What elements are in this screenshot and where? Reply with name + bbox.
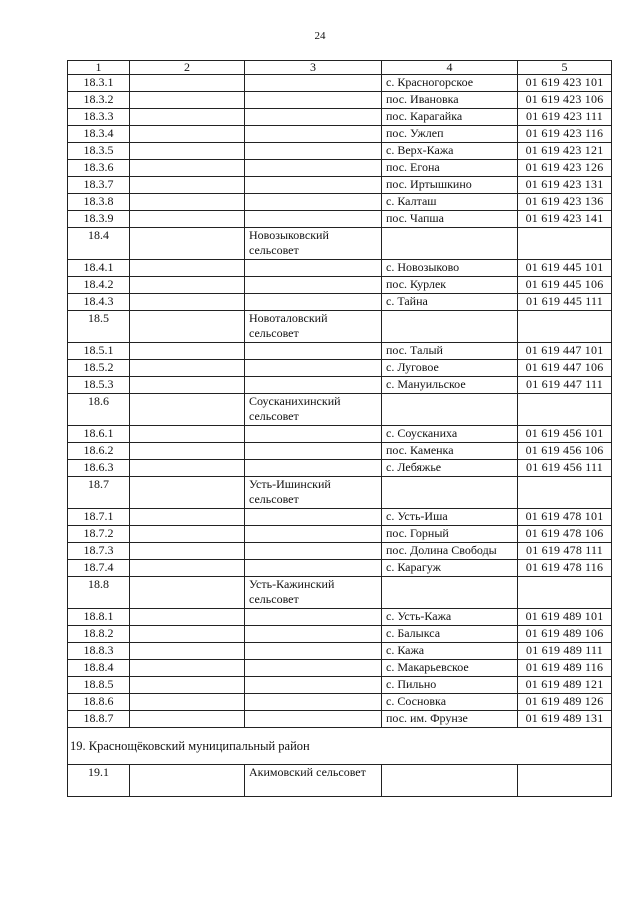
empty-cell [130,311,245,343]
council-name: Соусканихинский сельсовет [245,394,382,426]
row-number: 18.3.8 [68,194,130,211]
empty-cell [130,211,245,228]
empty-cell [245,294,382,311]
settlement-name: пос. Егона [382,160,518,177]
settlement-name: с. Калташ [382,194,518,211]
oktmo-code: 01 619 489 116 [518,660,612,677]
settlement-row [68,360,612,377]
empty-cell [130,426,245,443]
settlement-row [68,560,612,577]
row-number: 18.8.5 [68,677,130,694]
empty-cell [518,228,612,260]
oktmo-code: 01 619 423 116 [518,126,612,143]
settlement-name: с. Мануильское [382,377,518,394]
council-name: Новозыковский сельсовет [245,228,382,260]
empty-cell [130,75,245,92]
empty-cell [245,75,382,92]
empty-cell [245,526,382,543]
row-number: 18.6.3 [68,460,130,477]
row-number: 18.7.3 [68,543,130,560]
oktmo-code: 01 619 489 126 [518,694,612,711]
settlement-row [68,75,612,92]
settlement-row [68,426,612,443]
row-number: 18.5.1 [68,343,130,360]
empty-cell [245,343,382,360]
empty-cell [245,509,382,526]
empty-cell [245,443,382,460]
oktmo-code: 01 619 447 101 [518,343,612,360]
empty-cell [130,377,245,394]
table-header [68,61,612,75]
council-row [68,394,612,426]
row-number: 18.7 [68,477,130,509]
council-row [68,311,612,343]
empty-cell [245,177,382,194]
empty-cell [245,143,382,160]
district-section-row [68,728,612,765]
oktmo-code: 01 619 489 111 [518,643,612,660]
settlement-name: с. Тайна [382,294,518,311]
oktmo-code: 01 619 489 121 [518,677,612,694]
row-number: 18.8.4 [68,660,130,677]
council-name: Усть-Кажинский сельсовет [245,577,382,609]
empty-cell [245,643,382,660]
oktmo-code: 01 619 423 101 [518,75,612,92]
settlement-name: с. Усть-Кажа [382,609,518,626]
empty-cell [130,343,245,360]
row-number: 18.8.7 [68,711,130,728]
settlement-name: с. Балыкса [382,626,518,643]
empty-cell [130,443,245,460]
oktmo-code: 01 619 456 101 [518,426,612,443]
row-number: 18.5.2 [68,360,130,377]
settlement-row [68,609,612,626]
empty-cell [245,626,382,643]
empty-cell [245,377,382,394]
settlement-name: пос. Горный [382,526,518,543]
header-row [68,61,612,75]
settlement-name: с. Лебяжье [382,460,518,477]
settlement-row [68,194,612,211]
council-name: Усть-Ишинский сельсовет [245,477,382,509]
settlement-row [68,660,612,677]
empty-cell [130,109,245,126]
oktmo-code: 01 619 423 141 [518,211,612,228]
empty-cell [245,92,382,109]
settlement-row [68,460,612,477]
empty-cell [245,277,382,294]
empty-cell [130,526,245,543]
settlement-name: пос. Талый [382,343,518,360]
empty-cell [245,660,382,677]
empty-cell [245,677,382,694]
settlement-row [68,143,612,160]
empty-cell [130,460,245,477]
empty-cell [245,360,382,377]
settlement-name: пос. Каменка [382,443,518,460]
settlement-row [68,109,612,126]
settlement-row [68,677,612,694]
council-row [68,765,612,797]
empty-cell [245,260,382,277]
row-number: 18.3.3 [68,109,130,126]
empty-cell [245,426,382,443]
empty-cell [245,711,382,728]
row-number: 18.7.2 [68,526,130,543]
oktmo-code: 01 619 423 136 [518,194,612,211]
empty-cell [245,160,382,177]
empty-cell [130,360,245,377]
settlement-row [68,643,612,660]
empty-cell [518,577,612,609]
council-name: Новоталовский сельсовет [245,311,382,343]
settlement-name: пос. Карагайка [382,109,518,126]
empty-cell [245,194,382,211]
row-number: 18.3.5 [68,143,130,160]
row-number: 18.6 [68,394,130,426]
oktmo-code: 01 619 447 106 [518,360,612,377]
settlement-name: с. Луговое [382,360,518,377]
row-number: 18.8.6 [68,694,130,711]
empty-cell [518,311,612,343]
district-title: 19. Краснощёковский муниципальный район [68,728,612,765]
settlement-row [68,177,612,194]
column-header-5: 5 [518,61,612,75]
empty-cell [130,277,245,294]
row-number: 18.3.9 [68,211,130,228]
settlement-name: с. Верх-Кажа [382,143,518,160]
oktmo-code: 01 619 423 121 [518,143,612,160]
page-number: 24 [314,30,326,42]
row-number: 18.5.3 [68,377,130,394]
empty-cell [130,626,245,643]
settlement-row [68,343,612,360]
oktmo-code: 01 619 489 101 [518,609,612,626]
table-body [68,75,612,797]
settlement-row [68,211,612,228]
settlement-name: пос. Курлек [382,277,518,294]
settlement-name: с. Соусканиха [382,426,518,443]
empty-cell [130,160,245,177]
empty-cell [130,660,245,677]
row-number: 18.3.2 [68,92,130,109]
settlement-name: с. Новозыково [382,260,518,277]
empty-cell [130,560,245,577]
empty-cell [130,260,245,277]
row-number: 18.3.1 [68,75,130,92]
empty-cell [245,211,382,228]
oktmo-code: 01 619 456 106 [518,443,612,460]
settlement-name: с. Кажа [382,643,518,660]
oktmo-code: 01 619 423 131 [518,177,612,194]
empty-cell [130,543,245,560]
row-number: 18.4.1 [68,260,130,277]
settlement-name: пос. Чапша [382,211,518,228]
settlement-name: пос. Ужлеп [382,126,518,143]
settlement-row [68,277,612,294]
empty-cell [245,543,382,560]
column-header-1: 1 [68,61,130,75]
empty-cell [130,477,245,509]
column-header-3: 3 [245,61,382,75]
row-number: 18.7.1 [68,509,130,526]
row-number: 18.3.6 [68,160,130,177]
row-number: 18.8.3 [68,643,130,660]
empty-cell [245,609,382,626]
settlement-name: пос. им. Фрунзе [382,711,518,728]
settlement-row [68,626,612,643]
empty-cell [130,509,245,526]
column-header-2: 2 [130,61,245,75]
settlement-row [68,377,612,394]
row-number: 18.7.4 [68,560,130,577]
settlement-name: с. Красногорское [382,75,518,92]
empty-cell [245,560,382,577]
empty-cell [130,177,245,194]
settlement-row [68,260,612,277]
empty-cell [382,765,518,797]
oktmo-code: 01 619 489 106 [518,626,612,643]
empty-cell [130,143,245,160]
empty-cell [382,394,518,426]
settlement-name: пос. Долина Свободы [382,543,518,560]
council-row [68,577,612,609]
empty-cell [130,577,245,609]
empty-cell [382,311,518,343]
council-row [68,477,612,509]
oktmo-code: 01 619 456 111 [518,460,612,477]
settlement-row [68,526,612,543]
settlement-row [68,543,612,560]
empty-cell [130,228,245,260]
oktmo-code: 01 619 447 111 [518,377,612,394]
row-number: 18.5 [68,311,130,343]
empty-cell [518,477,612,509]
empty-cell [130,394,245,426]
oktmo-code: 01 619 478 111 [518,543,612,560]
settlement-name: пос. Ивановка [382,92,518,109]
settlement-row [68,443,612,460]
empty-cell [130,126,245,143]
row-number: 18.3.4 [68,126,130,143]
settlement-row [68,509,612,526]
settlement-row [68,126,612,143]
empty-cell [518,394,612,426]
empty-cell [130,643,245,660]
empty-cell [382,228,518,260]
empty-cell [245,694,382,711]
row-number: 18.8 [68,577,130,609]
settlement-name: с. Пильно [382,677,518,694]
oktmo-code: 01 619 445 101 [518,260,612,277]
oktmo-code: 01 619 423 106 [518,92,612,109]
empty-cell [130,711,245,728]
row-number: 18.8.2 [68,626,130,643]
oktmo-code: 01 619 489 131 [518,711,612,728]
oktmo-code: 01 619 445 111 [518,294,612,311]
empty-cell [130,694,245,711]
row-number: 18.4 [68,228,130,260]
empty-cell [245,126,382,143]
settlement-row [68,294,612,311]
empty-cell [130,765,245,797]
settlement-name: с. Макарьевское [382,660,518,677]
empty-cell [245,109,382,126]
settlement-row [68,711,612,728]
row-number: 18.8.1 [68,609,130,626]
empty-cell [382,577,518,609]
row-number: 18.6.1 [68,426,130,443]
row-number: 19.1 [68,765,130,797]
settlements-table [67,60,612,797]
empty-cell [130,677,245,694]
empty-cell [130,609,245,626]
council-row [68,228,612,260]
oktmo-code: 01 619 423 126 [518,160,612,177]
oktmo-code: 01 619 478 106 [518,526,612,543]
row-number: 18.4.3 [68,294,130,311]
row-number: 18.4.2 [68,277,130,294]
oktmo-code: 01 619 423 111 [518,109,612,126]
settlement-row [68,92,612,109]
oktmo-code: 01 619 478 101 [518,509,612,526]
empty-cell [130,194,245,211]
empty-cell [518,765,612,797]
oktmo-code: 01 619 445 106 [518,277,612,294]
settlement-name: пос. Иртышкино [382,177,518,194]
empty-cell [130,92,245,109]
column-header-4: 4 [382,61,518,75]
oktmo-code: 01 619 478 116 [518,560,612,577]
settlement-name: с. Усть-Иша [382,509,518,526]
settlement-row [68,160,612,177]
empty-cell [245,460,382,477]
settlement-name: с. Карагуж [382,560,518,577]
council-name: Акимовский сельсовет [245,765,382,797]
row-number: 18.6.2 [68,443,130,460]
empty-cell [130,294,245,311]
row-number: 18.3.7 [68,177,130,194]
empty-cell [382,477,518,509]
settlement-name: с. Сосновка [382,694,518,711]
settlement-row [68,694,612,711]
